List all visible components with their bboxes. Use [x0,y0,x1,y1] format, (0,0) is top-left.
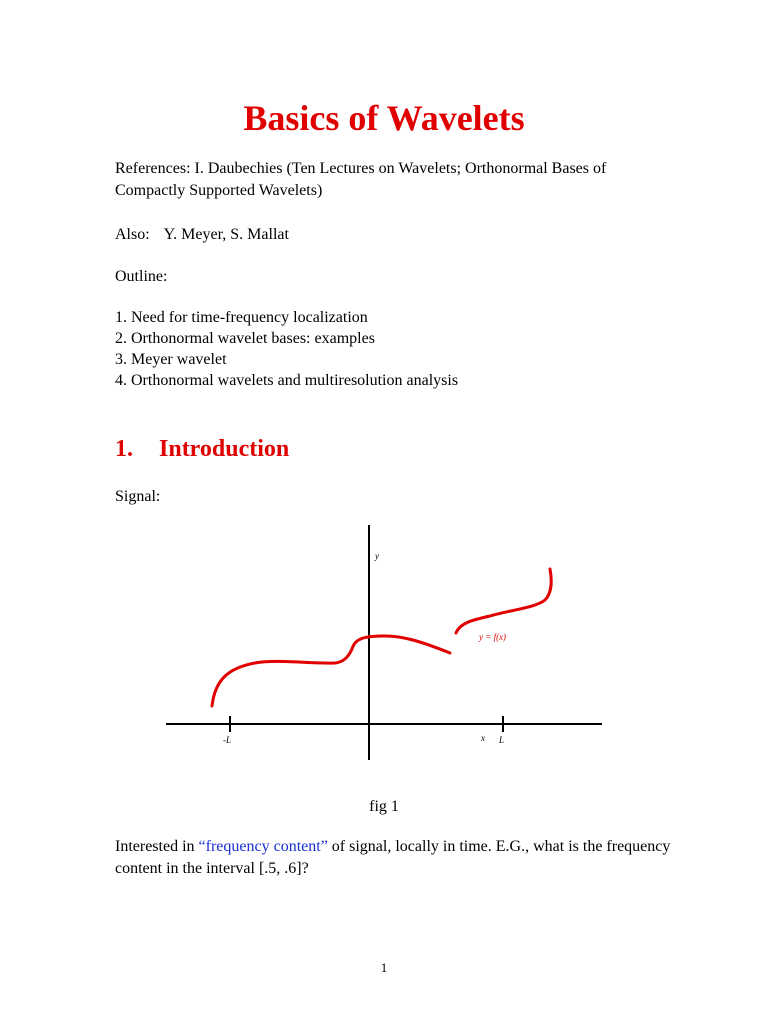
outline-item: 1. Need for time-frequency localization [115,309,368,326]
outline-list [115,307,458,391]
outline-item: 2. Orthonormal wavelet bases: examples [115,330,375,347]
section-heading [115,434,289,464]
figure-caption: fig 1 [369,798,399,815]
signal-figure [160,520,610,770]
signal-curve-right [456,569,551,633]
neg-L-label: -L [223,735,232,745]
frequency-content-highlight: “frequency content” [198,838,328,855]
also-label: Also: [115,226,150,243]
x-axis-label: x [481,733,485,743]
section-title: Introduction [159,436,290,462]
section-number: 1. [115,436,133,462]
signal-curve-left [212,636,450,706]
outline-item: 4. Orthonormal wavelets and multiresolution analysis [115,372,459,389]
outline-item: 3. Meyer wavelet [115,351,227,368]
page-number: 1 [380,960,388,975]
document-title: Basics of Wavelets [243,98,525,138]
curve-label: y = f(x) [479,632,507,642]
also-names: Y. Meyer, S. Mallat [163,226,289,243]
L-label: L [499,735,505,745]
references-paragraph: References: I. Daubechies (Ten Lectures on Wavelets; Orthonormal Bases of Compactly Supported Wavelets) [115,160,607,199]
signal-label: Signal: [115,488,161,505]
interest-paragraph [115,836,675,880]
y-axis-label: y [375,551,379,561]
signal-plot [160,520,610,770]
interest-text-before: Interested in [115,838,199,855]
outline-label: Outline: [115,268,168,285]
also-paragraph [115,224,675,246]
interest-text-after: of signal, locally in time. E.G., what is the frequency content in the interval [.5, .6]? [115,838,671,877]
